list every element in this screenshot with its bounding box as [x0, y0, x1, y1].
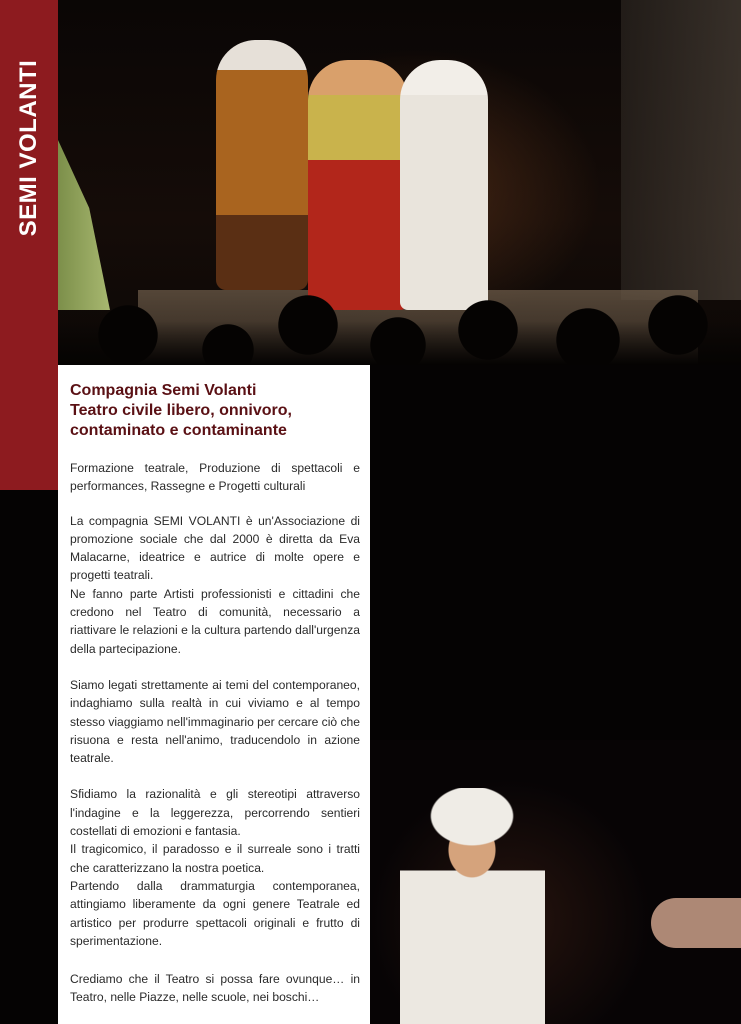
paragraph-line: Ne fanno parte Artisti professionisti e cittadini che credono nel Teatro di comunità, necessario a riattivare le relazioni e la cultura partendo dall'urgenza della partecipazione. [70, 586, 360, 656]
actor-baroque-costume [216, 40, 308, 290]
heading-line: Teatro civile libero, onnivoro, [70, 402, 292, 419]
stage-photo-top [58, 0, 741, 365]
gesturing-hand [651, 898, 741, 948]
audience-silhouettes [58, 255, 741, 365]
heading-line: Compagnia Semi Volanti [70, 382, 257, 399]
intro-paragraph: Formazione teatrale, Produzione di spettacoli e performances, Rassegne e Progetti culturali [70, 461, 360, 494]
heading-line: contaminato e contaminante [70, 422, 287, 439]
paragraph-line: Sfidiamo la razionalità e gli stereotipi attraverso l'indagine e la leggerezza, percorrendo sentieri costellati di emozioni e fantasia. [70, 787, 360, 839]
contemporary-paragraph: Siamo legati strettamente ai temi del contemporaneo, indaghiamo sulla realtà in cui viviamo e al tempo stesso viaggiamo nell'immaginario per cercare ciò che risuona e resta nell'animo, traducendolo in azione teatrale. [70, 677, 361, 766]
stage-photo-bottom [370, 740, 741, 1024]
sidebar-band [0, 0, 58, 490]
actor-white-bonnet [400, 788, 545, 1024]
company-paragraph [70, 512, 360, 658]
sidebar-title: SEMI VOLANTI [15, 59, 42, 237]
poetics-paragraph [70, 785, 360, 950]
paragraph-line: La compagnia SEMI VOLANTI è un'Associazione di promozione sociale che dal 2000 è diretta da Eva Malacarne, ideatrice e autrice di molte opere e progetti teatrali. [70, 513, 360, 583]
closing-paragraph: Crediamo che il Teatro si possa fare ovunque… in Teatro, nelle Piazze, nelle scuole, nei boschi… [70, 972, 360, 1005]
article-panel [58, 365, 370, 1024]
article-heading [70, 381, 360, 441]
paragraph-line: Partendo dalla drammaturgia contemporanea, attingiamo liberamente da ogni genere Teatrale ed artistico per produrre spettacoli originali e frutto di sperimentazione. [70, 878, 360, 948]
paragraph-line: Il tragicomico, il paradosso e il surreale sono i tratti che caratterizzano la nostra poetica. [70, 842, 360, 875]
